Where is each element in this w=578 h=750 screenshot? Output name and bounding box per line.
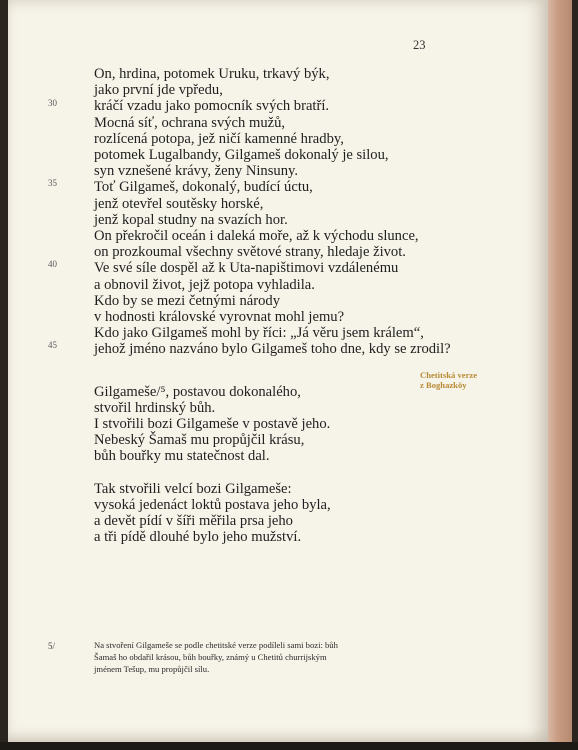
- verse-line: Kdo jako Gilgameš mohl by říci: „Já věru jsem králem“,: [94, 325, 424, 342]
- line-number-40: 40: [48, 259, 57, 269]
- line-number-30: 30: [48, 98, 57, 108]
- verse-line: vysoká jedenáct loktů postava jeho byla,: [94, 496, 331, 513]
- verse-line: Gilgameše/⁵, postavou dokonalého,: [94, 383, 301, 400]
- verse-line: bůh bouřky mu statečnost dal.: [94, 448, 270, 465]
- page-number: 23: [413, 38, 426, 52]
- verse-line: on prozkoumal všechny světové strany, hledaje život.: [94, 244, 406, 261]
- line-number-45: 45: [48, 340, 57, 350]
- verse-line: stvořil hrdinský bůh.: [94, 399, 216, 416]
- bottom-shadow: [0, 742, 578, 750]
- verse-line: v hodnosti královské vyrovnat mohl jemu?: [94, 309, 345, 326]
- verse-line: On překročil oceán i daleká moře, až k východu slunce,: [94, 228, 419, 245]
- verse-line: Nebeský Šamaš mu propůjčil krásu,: [94, 432, 305, 449]
- verse-line: a tři pídě dlouhé bylo jeho mužství.: [94, 529, 302, 546]
- verse-line: syn vznešené krávy, ženy Ninsuny.: [94, 163, 298, 180]
- footnote-line: Šamaš ho obdařil krásou, bůh bouřky, známý u Chetitů churrijským: [94, 652, 327, 663]
- verse-line: Ve své síle dospěl až k Uta-napištimovi vzdálenému: [94, 260, 399, 277]
- verse-line: jenž kopal studny na svazích hor.: [94, 211, 288, 228]
- side-note-line: z Boghazköy: [420, 380, 467, 390]
- page-edge: [548, 0, 572, 742]
- verse-line: Toť Gilgameš, dokonalý, budící úctu,: [94, 179, 313, 196]
- stanza-2: [94, 384, 514, 465]
- verse-line: a devět pídí v šíři měřila prsa jeho: [94, 513, 293, 530]
- verse-line: Tak stvořili velcí bozi Gilgameše:: [94, 480, 292, 497]
- footnote-line: jménem Tešup, mu propůjčil sílu.: [94, 664, 210, 675]
- verse-line: kráčí vzadu jako pomocník svých bratří.: [94, 98, 330, 115]
- verse-line: potomek Lugalbandy, Gilgameš dokonalý je silou,: [94, 147, 389, 164]
- verse-line: I stvořili bozi Gilgameše v postavě jeho.: [94, 416, 331, 433]
- verse-line: On, hrdina, potomek Uruku, trkavý býk,: [94, 66, 330, 82]
- poem-text: [94, 66, 514, 545]
- stanza-3: [94, 481, 514, 546]
- side-note: [420, 370, 530, 390]
- verse-line: jenž otevřel soutěsky horské,: [94, 195, 264, 212]
- verse-line: jako první jde vpředu,: [94, 82, 223, 99]
- footnote: [94, 639, 394, 676]
- verse-line: Kdo by se mezi četnými národy: [94, 292, 281, 309]
- book-page: [8, 0, 548, 742]
- side-note-line: Chetitská verze: [420, 370, 478, 380]
- verse-line: Mocná síť, ochrana svých mužů,: [94, 114, 286, 131]
- verse-line: rozlícená potopa, jež ničí kamenné hradby,: [94, 130, 344, 147]
- line-number-35: 35: [48, 178, 57, 188]
- verse-line: a obnovil život, jejž potopa vyhladila.: [94, 276, 315, 293]
- footnote-mark: 5/: [48, 641, 56, 651]
- footnote-line: Na stvoření Gilgameše se podle chetitské verze podíleli sami bozi: bůh: [94, 640, 338, 650]
- verse-line: jehož jméno nazváno bylo Gilgameš toho dne, kdy se zrodil?: [94, 341, 451, 358]
- stanza-1: [94, 66, 514, 358]
